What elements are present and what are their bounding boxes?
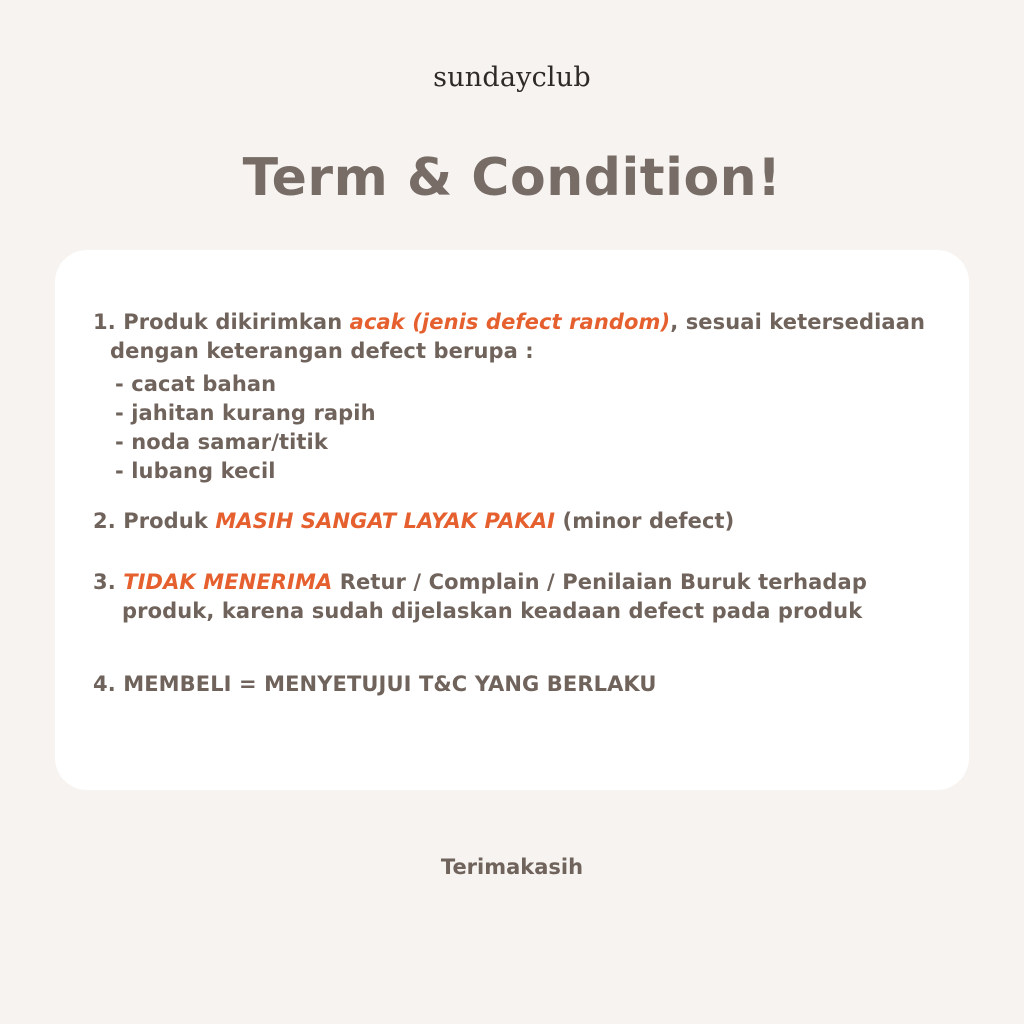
term-item-1-suffix: , sesuai ketersediaan <box>670 310 926 334</box>
term-item-3-prefix: 3. <box>93 570 124 594</box>
term-item-2-suffix: (minor defect) <box>555 509 735 533</box>
bullet-item: - jahitan kurang rapih <box>115 401 376 425</box>
brand-logo: sundayclub <box>433 62 591 93</box>
footer-thanks: Terimakasih <box>440 855 584 879</box>
term-item-3-line-2: produk, karena sudah dijelaskan keadaan defect pada produk <box>122 599 863 623</box>
page-title: Term & Condition! <box>242 148 782 208</box>
term-item-3-highlight: TIDAK MENERIMA <box>123 570 333 594</box>
terms-card <box>55 250 969 790</box>
bullet-item: - cacat bahan <box>115 372 277 396</box>
bullet-item: - lubang kecil <box>115 459 276 483</box>
term-item-1-line-1 <box>93 310 925 334</box>
bullet-item: - noda samar/titik <box>115 430 328 454</box>
term-item-2-prefix: 2. Produk <box>93 509 216 533</box>
term-item-1-prefix: 1. Produk dikirimkan <box>93 310 350 334</box>
term-item-3-line-1 <box>93 570 867 594</box>
term-item-2 <box>93 509 734 533</box>
term-item-3-suffix: Retur / Complain / Penilaian Buruk terhadap <box>332 570 867 594</box>
term-item-1-highlight: acak (jenis defect random) <box>349 310 671 334</box>
term-item-1-line-2: dengan keterangan defect berupa : <box>110 339 534 363</box>
term-item-4: 4. MEMBELI = MENYETUJUI T&C YANG BERLAKU <box>93 672 657 696</box>
term-item-2-highlight: MASIH SANGAT LAYAK PAKAI <box>215 509 556 533</box>
